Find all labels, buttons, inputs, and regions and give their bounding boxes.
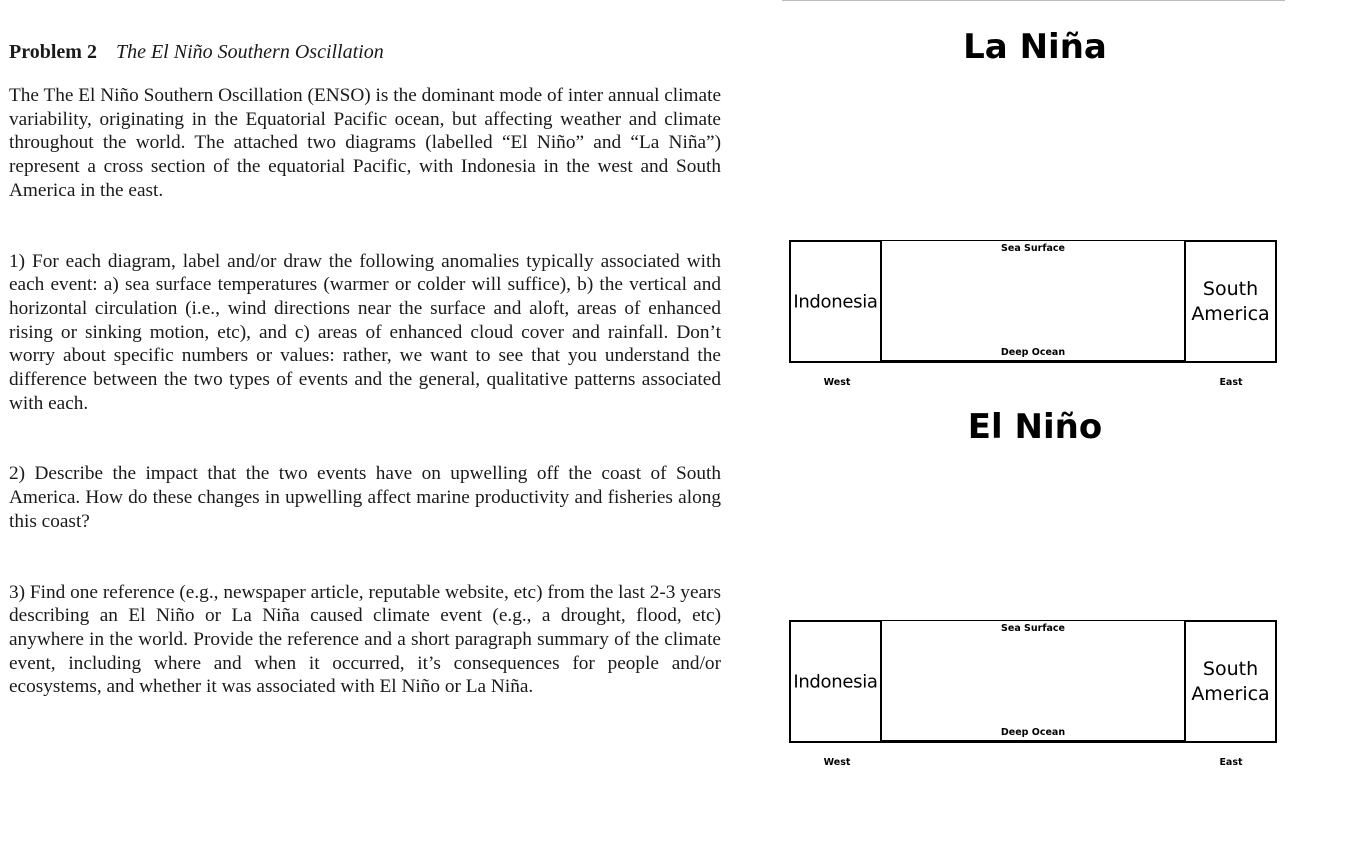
el-nino-sea-surface-label: Sea Surface [1001,623,1065,634]
la-nina-west-label: West [823,377,851,388]
la-nina-diagram [789,240,1277,363]
el-nino-west-land-box [789,620,882,743]
el-nino-indonesia-label: Indonesia [793,671,878,692]
problem-heading [9,40,721,64]
question-3: 3) Find one reference (e.g., newspaper article, reputable website, etc) from the last 2-3 years describing an El Niño or La Niña caused climate event (e.g., a drought, flood, etc) anywhere in the world. Provide the reference and a short paragraph summary of the climate event, including where and when it occurred, it’s consequences for people and/or ecosystems, and whether it was associated with El Niño or La Niña. [9,581,721,698]
el-nino-ocean-section [880,620,1186,743]
question-2: 2) Describe the impact that the two events have on upwelling off the coast of South America. How do these changes in upwelling affect marine productivity and fisheries along this coast? [9,463,721,532]
el-nino-south-america-label: South America [1191,657,1270,705]
el-nino-diagram [789,620,1277,743]
problem-title: The El Niño Southern Oscillation [115,41,384,63]
la-nina-title: La Niña [963,27,1107,67]
problem-label: Problem 2 [9,41,97,63]
la-nina-east-label: East [1219,377,1243,388]
la-nina-deep-ocean-label: Deep Ocean [1000,347,1066,358]
el-nino-west-label: West [823,757,851,768]
la-nina-indonesia-label: Indonesia [793,291,878,312]
el-nino-east-label: East [1219,757,1243,768]
problem-text-column [9,40,721,699]
question-1: 1) For each diagram, label and/or draw the following anomalies typically associated with each event: a) sea surface temperatures (warmer or colder will suffice), b) the vertical and horizontal circulation (i.e., wind directions near the surface and aloft, areas of enhanced rising or sinking motion, etc), and c) areas of enhanced cloud cover and rainfall. Don’t worry about specific numbers or values: rather, we want to see that you understand the difference between the two types of events and the general, qualitative patterns associated with each. [9,250,721,414]
el-nino-east-land-box [1184,620,1277,743]
el-nino-deep-ocean-label: Deep Ocean [1000,727,1066,738]
la-nina-sea-surface-label: Sea Surface [1001,243,1065,254]
la-nina-west-land-box [789,240,882,363]
el-nino-title: El Niño [967,407,1103,447]
la-nina-ocean-section [880,240,1186,363]
la-nina-east-land-box [1184,240,1277,363]
page-top-rule [782,0,1285,1]
la-nina-south-america-label: South America [1191,277,1270,325]
intro-paragraph: The The El Niño Southern Oscillation (ENSO) is the dominant mode of inter annual climate variability, originating in the Equatorial Pacific ocean, but affecting weather and climate throughout the world. The attached two diagrams (labelled “El Niño” and “La Niña”) represent a cross section of the equatorial Pacific, with Indonesia in the west and South America in the east. [9,85,721,201]
